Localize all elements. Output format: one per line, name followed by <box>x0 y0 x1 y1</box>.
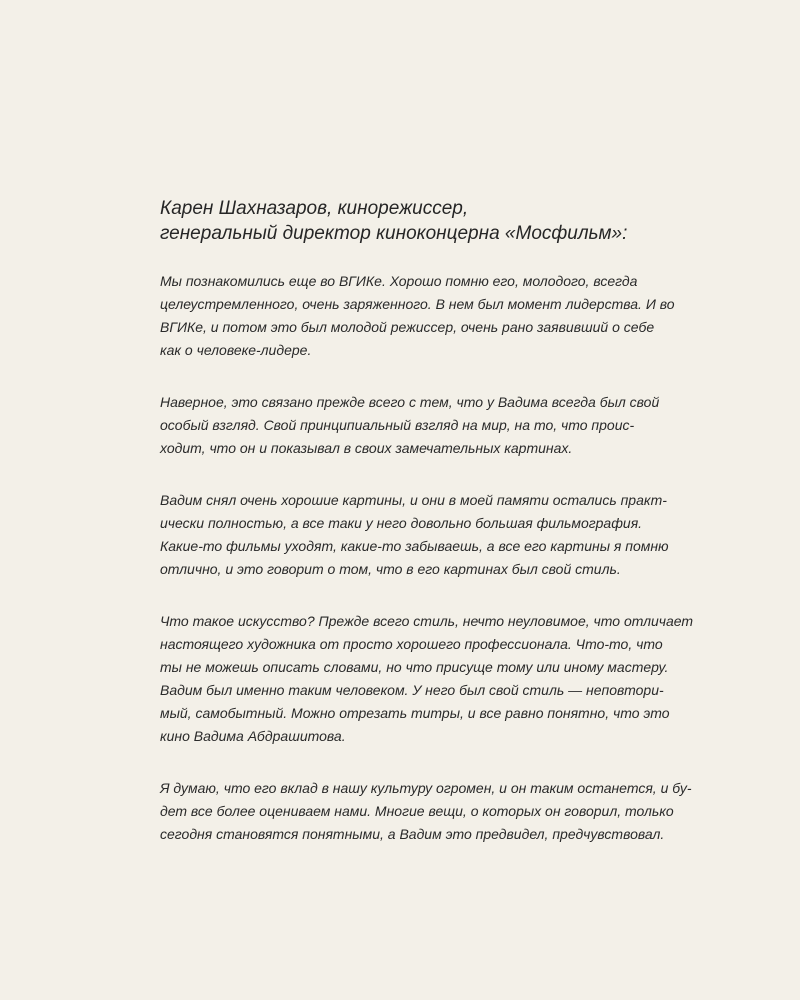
text-line: как о человеке-лидере. <box>160 342 312 358</box>
paragraph <box>160 610 694 748</box>
text-line: Вадим был именно таким человеком. У него был свой стиль — неповтори- <box>160 682 664 698</box>
text-line: Вадим снял очень хорошие картины, и они в моей памяти остались практ- <box>160 492 667 508</box>
text-block <box>160 196 694 875</box>
text-line: ходит, что он и показывал в своих замечательных картинах. <box>160 440 573 456</box>
text-line: ты не можешь описать словами, но что присуще тому или иному мастеру. <box>160 659 669 675</box>
text-line: Какие-то фильмы уходят, какие-то забываешь, а все его картины я помню <box>160 538 669 554</box>
heading-line: генеральный директор киноконцерна «Мосфильм»: <box>160 223 628 244</box>
text-line: ически полностью, а все таки у него довольно большая фильмография. <box>160 515 643 531</box>
text-line: целеустремленного, очень заряженного. В нем был момент лидерства. И во <box>160 296 675 312</box>
text-line: Я думаю, что его вклад в нашу культуру огромен, и он таким останется, и бу- <box>160 780 692 796</box>
text-line: дет все более оцениваем нами. Многие вещи, о которых он говорил, только <box>160 803 674 819</box>
paragraph <box>160 777 692 846</box>
paragraph <box>160 391 660 460</box>
text-line: Мы познакомились еще во ВГИКе. Хорошо помню его, молодого, всегда <box>160 273 638 289</box>
text-line: настоящего художника от просто хорошего профессионала. Что-то, что <box>160 636 663 652</box>
text-line: сегодня становятся понятными, а Вадим это предвидел, предчувствовал. <box>160 826 665 842</box>
text-line: отлично, и это говорит о том, что в его картинах был свой стиль. <box>160 561 621 577</box>
text-line: Что такое искусство? Прежде всего стиль, нечто неуловимое, что отличает <box>160 613 694 629</box>
text-line: мый, самобытный. Можно отрезать титры, и все равно понятно, что это <box>160 705 670 721</box>
text-line: Наверное, это связано прежде всего с тем, что у Вадима всегда был свой <box>160 394 660 410</box>
quote-heading <box>160 196 630 246</box>
text-line: особый взгляд. Свой принципиальный взгляд на мир, на то, что проис- <box>160 417 635 433</box>
heading-line: Карен Шахназаров, кинорежиссер, <box>160 198 469 219</box>
text-line: кино Вадима Абдрашитова. <box>160 728 346 744</box>
paragraph <box>160 489 669 581</box>
paragraph <box>160 270 675 362</box>
text-line: ВГИКе, и потом это был молодой режиссер, очень рано заявивший о себе <box>160 319 655 335</box>
